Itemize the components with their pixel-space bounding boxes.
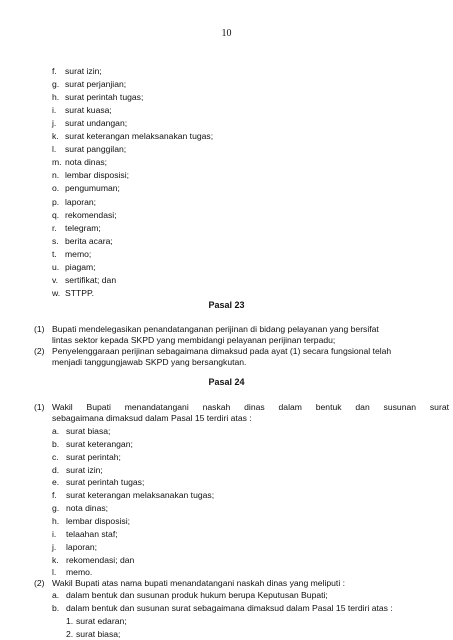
item-text: memo;: [65, 248, 92, 259]
list-item: [52, 183, 120, 194]
item-marker: j.: [52, 118, 57, 129]
item-marker: k.: [52, 131, 59, 142]
item-text: berita acara;: [65, 235, 113, 246]
list-item: [52, 105, 112, 116]
item-marker: f.: [52, 66, 57, 76]
item-text: surat keterangan melaksanakan tugas;: [65, 131, 214, 142]
pasal-24-item-a: [52, 590, 328, 601]
list-item: [52, 439, 133, 450]
item-marker: h.: [52, 515, 60, 526]
item-text: surat perjanjian;: [65, 79, 127, 90]
list-item: [66, 616, 127, 627]
item-marker: h.: [52, 92, 60, 103]
item-marker: d.: [52, 464, 60, 475]
list-item: [52, 236, 113, 247]
paragraph-number: (2): [34, 578, 45, 588]
item-text: lembar disposisi;: [66, 515, 130, 526]
paragraph-line: lintas sektor kepada SKPD yang membidangi pelayanan perijinan terpadu;: [52, 335, 336, 345]
item-marker: o.: [52, 183, 60, 194]
list-item: [52, 170, 129, 181]
item-text: memo.: [66, 567, 93, 578]
list-item: [52, 197, 96, 208]
paragraph-line: Wakil Bupati atas nama bupati menandatangani naskah dinas yang meliputi :: [52, 578, 346, 588]
list-item: [52, 223, 101, 234]
list-item: [52, 555, 134, 566]
list-item: [52, 490, 214, 501]
item-marker: u.: [52, 261, 60, 272]
item-text: surat perintah tugas;: [65, 92, 144, 103]
item-marker: p.: [52, 196, 60, 207]
item-text: piagam;: [65, 261, 96, 272]
item-marker: n.: [52, 170, 60, 181]
item-text: surat panggilan;: [65, 144, 127, 155]
item-marker: 1.: [66, 616, 74, 626]
item-text: STTPP.: [65, 287, 94, 298]
list-item: [52, 542, 97, 553]
item-marker: q.: [52, 209, 60, 220]
list-item: [52, 249, 91, 260]
list-item: [52, 465, 103, 476]
item-marker: 2.: [66, 629, 74, 639]
list-item: [52, 262, 96, 273]
item-marker: b.: [52, 603, 60, 613]
item-text: surat undangan;: [65, 118, 128, 129]
item-text: nota dinas;: [65, 157, 108, 168]
list-item: [52, 79, 126, 90]
page-number: 10: [221, 28, 232, 39]
item-text: surat biasa;: [76, 629, 121, 639]
item-marker: a.: [52, 426, 60, 436]
item-text: dalam bentuk dan susunan surat sebagaimana dimaksud dalam Pasal 15 terdiri atas :: [66, 603, 393, 613]
item-text: surat perintah tugas;: [66, 477, 145, 488]
pasal-24-heading: Pasal 24: [208, 377, 245, 387]
list-item: [52, 157, 107, 168]
item-marker: s.: [52, 235, 59, 246]
list-item: [52, 144, 126, 155]
list-item: [52, 118, 127, 129]
paragraph-line: Bupati mendelegasikan penandatanganan perijinan di bidang pelayanan yang bersifat: [52, 324, 379, 334]
item-text: laporan;: [65, 196, 97, 207]
list-item: [66, 629, 120, 640]
item-text: surat izin;: [66, 464, 103, 475]
item-text: surat biasa;: [66, 426, 111, 436]
paragraph-number: (1): [34, 402, 45, 412]
item-marker: i.: [52, 528, 57, 539]
item-text: telaahan staf;: [66, 528, 118, 539]
item-marker: r.: [52, 222, 57, 233]
item-text: laporan;: [66, 541, 98, 552]
item-marker: b.: [52, 438, 60, 449]
list-item: [52, 452, 121, 463]
item-text: surat izin;: [65, 66, 102, 76]
item-marker: t.: [52, 248, 57, 259]
list-item: [52, 529, 118, 540]
item-marker: f.: [52, 490, 57, 501]
item-marker: w.: [52, 287, 61, 298]
item-marker: m.: [52, 157, 62, 168]
item-text: surat keterangan melaksanakan tugas;: [66, 490, 215, 501]
list-item: [52, 567, 92, 578]
item-marker: l.: [52, 144, 57, 155]
item-marker: v.: [52, 274, 59, 285]
list-item: [52, 275, 116, 286]
item-text: dalam bentuk dan susunan produk hukum berupa Keputusan Bupati;: [66, 590, 328, 600]
item-text: telegram;: [65, 222, 101, 233]
item-marker: i.: [52, 105, 57, 116]
item-marker: g.: [52, 79, 60, 90]
list-item: [52, 477, 144, 488]
item-text: pengumuman;: [65, 183, 120, 194]
list-item: [52, 503, 108, 514]
list-item: [52, 426, 110, 437]
list-item: [52, 66, 102, 77]
item-marker: c.: [52, 451, 59, 462]
item-marker: g.: [52, 503, 60, 514]
item-marker: e.: [52, 477, 60, 488]
pasal-24-item-b: [52, 603, 393, 614]
paragraph-line: Penyelenggaraan perijinan sebagaimana dimaksud pada ayat (1) secara fungsional telah: [52, 346, 392, 356]
list-item: [52, 288, 94, 299]
item-text: sertifikat; dan: [65, 274, 117, 285]
item-text: surat perintah;: [66, 451, 121, 462]
item-text: rekomendasi;: [65, 209, 117, 220]
item-text: surat keterangan;: [66, 438, 133, 449]
item-marker: a.: [52, 590, 60, 600]
item-text: lembar disposisi;: [65, 170, 129, 181]
paragraph-line: Wakil Bupati menandatangani naskah dinas dalam bentuk dan susunan surat: [52, 402, 449, 412]
list-item: [52, 210, 117, 221]
item-text: rekomendasi; dan: [66, 554, 135, 565]
paragraph-number: (2): [34, 346, 45, 356]
pasal-23-heading: Pasal 23: [208, 300, 245, 310]
list-item: [52, 92, 143, 103]
item-marker: k.: [52, 554, 59, 565]
item-text: surat edaran;: [76, 616, 127, 626]
item-text: surat kuasa;: [65, 105, 112, 116]
item-marker: j.: [52, 541, 57, 552]
item-text: nota dinas;: [66, 503, 109, 514]
paragraph-line: menjadi tanggungjawab SKPD yang bersangkutan.: [52, 357, 247, 367]
paragraph-number: (1): [34, 324, 45, 334]
item-marker: l.: [52, 567, 57, 578]
list-item: [52, 516, 130, 527]
paragraph-line: sebagaimana dimaksud dalam Pasal 15 terdiri atas :: [52, 413, 252, 423]
list-item: [52, 131, 213, 142]
